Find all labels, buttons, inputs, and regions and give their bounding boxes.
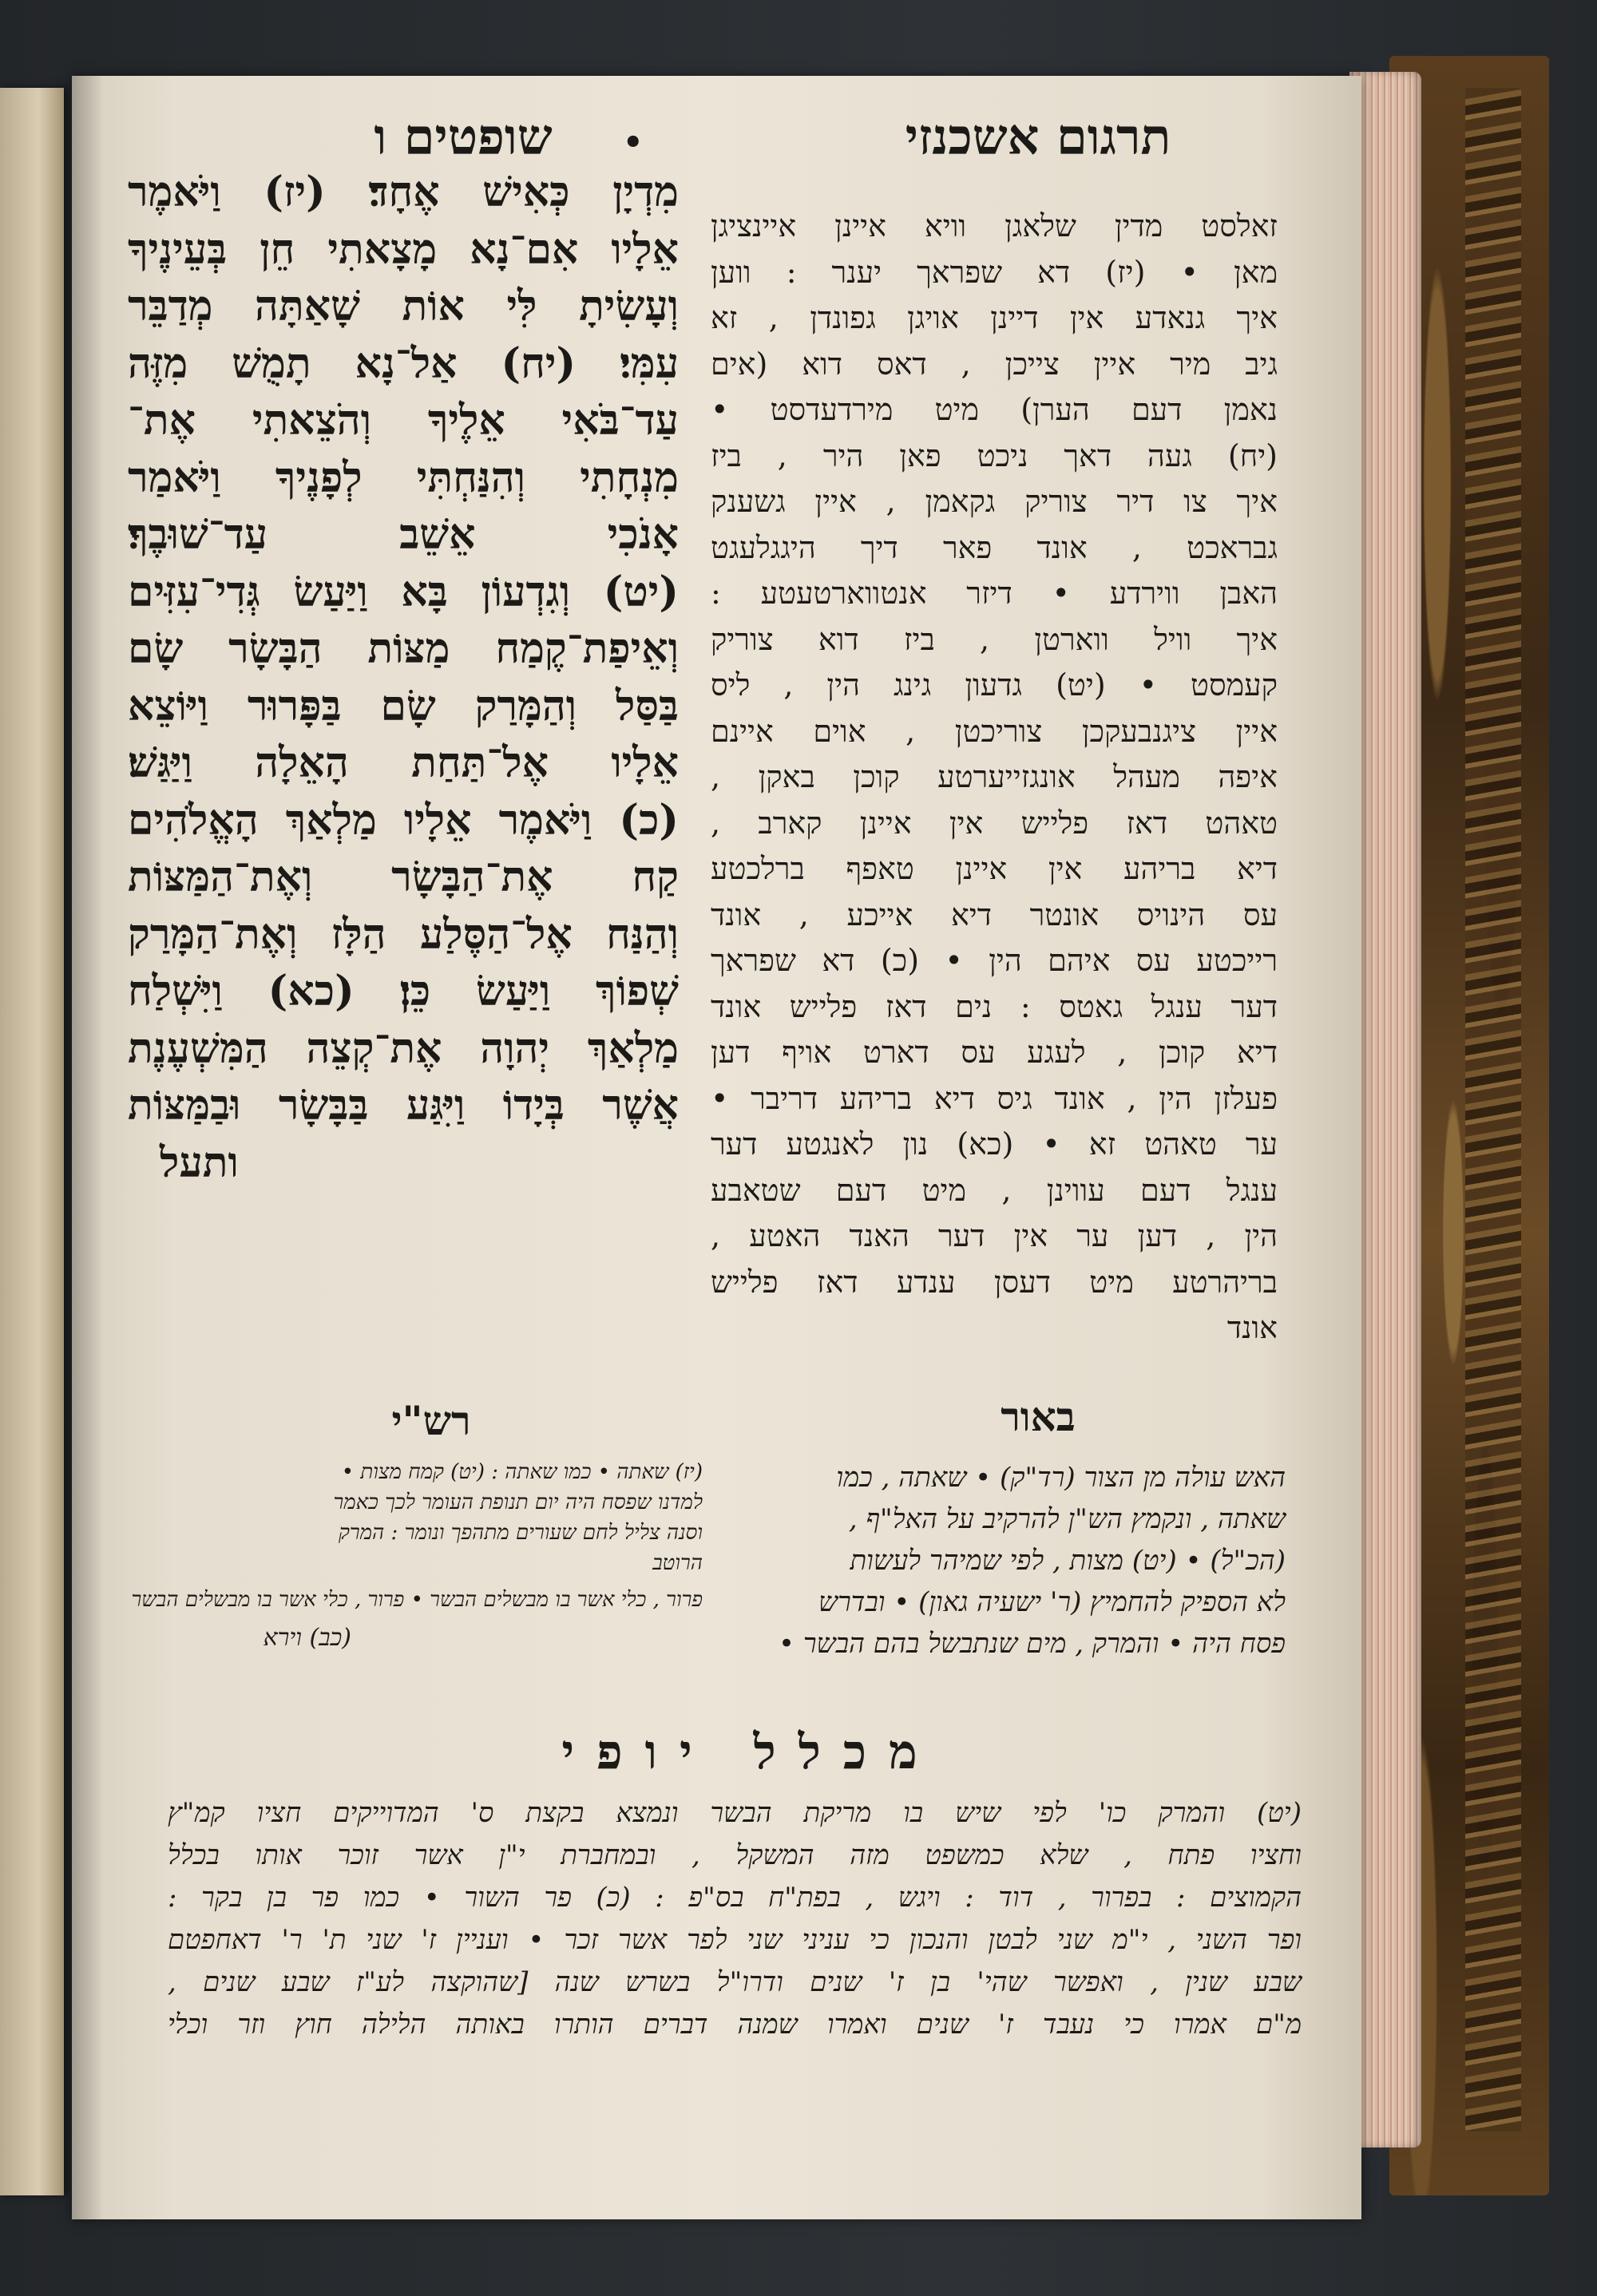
rashi-commentary <box>128 1457 703 1578</box>
targum-line: אונד <box>1226 1310 1278 1345</box>
targum-line: דיא בריהע אין איינן טאפף ברלכטע <box>711 851 1278 886</box>
targum-line: מאן • (יז) דא שפראך יענר : ווען <box>711 254 1278 290</box>
targum-line: איך וויל ווארטן , ביז דוא צוריק <box>711 621 1278 657</box>
targum-line: טאהט דאז פלייש אין איינן קארב , <box>711 805 1278 841</box>
tanakh-line: מִנְחָתִי וְהִנַּחְתִּי לְפָנֶיךָ וַיֹּאמַר <box>128 453 679 502</box>
targum-line: גיב מיר איין צייכן , דאס דוא (אים <box>711 346 1278 382</box>
targum-line: פעלזן הין , אונד גיס דיא בריהע דריבר • <box>711 1080 1278 1116</box>
tanakh-line: אֵלָיו אִם־נָא מָצָאתִי חֵן בְּעֵינֶיךָ <box>128 224 679 274</box>
tanakh-line: אֵלָיו אֶל־תַּחַת הָאֵלָה וַיַּגַּשׁ׃ <box>128 738 679 787</box>
mikhlal-yofi-commentary <box>168 1792 1302 2046</box>
biur-line: שאתה , ונקמץ הש"ן להרקיב על האל"ף , <box>848 1503 1286 1535</box>
targum-line: האבן ווירדע • דיזר אנטווארטעטע : <box>711 576 1278 611</box>
targum-column <box>711 204 1278 1352</box>
mikhlal-yofi-title: מכלל יופי <box>561 1724 940 1780</box>
biur-line: האש עולה מן הצור (רד"ק) • שאתה , כמו <box>836 1462 1286 1494</box>
tanakh-line: מַלְאַךְ יְהוָה אֶת־קְצֵה הַמִּשְׁעֶנֶת <box>128 1023 679 1073</box>
tanakh-line: עִמִּי׃ (יח) אַל־נָא תָמֻשׁ מִזֶּה <box>128 338 679 388</box>
tanakh-line: עַד־בֹּאִי אֵלֶיךָ וְהֹצֵאתִי אֶת־ <box>128 396 679 445</box>
rashi-note-line: (כב) וירא <box>263 1624 351 1652</box>
targum-line: איך צו דיר צוריק גקאמן , איין גשענק <box>711 484 1278 519</box>
targum-line: ער טאהט זא • (כא) נון לאנגטע דער <box>711 1126 1278 1162</box>
biur-title: באור <box>1001 1393 1076 1440</box>
book-page <box>72 76 1361 2219</box>
tanakh-line: בַּסַּל וְהַמָּרַק שָׂם בַּפָּרוּר וַיּוֹצֵא <box>128 681 679 730</box>
targum-line: דיא קוכן , לעגע עס דארט אויף דען <box>711 1035 1278 1070</box>
rashi-line: (יז) שאתה • כמו שאתה : (יט) קמח מצות • <box>341 1460 703 1484</box>
mikhlal-line: מ"ם אמרו כי נעבד ז' שנים ואמרו שמנה דברים הותרו באותה הלילה חוץ וזר וכלי <box>168 2009 1302 2041</box>
biur-commentary <box>719 1457 1286 1665</box>
tanakh-line: אֲשֶׁר בְּיָדוֹ וַיִּגַּע בַּבָּשָׂר וּבַמַּצּוֹת <box>128 1081 679 1130</box>
tanakh-line: וְאֵיפַת־קֶמַח מַצּוֹת הַבָּשָׂר שָׂם <box>128 624 679 673</box>
rashi-line: הרוטב <box>652 1551 703 1575</box>
mikhlal-line: ופר השני , י"מ שני לבטן והנכון כי עניני שני לפר אשר זכר • ועניין ז' שני ת' ר' דאחפטם <box>168 1924 1302 1956</box>
targum-line: ענגל דעם עווינן , מיט דעם שטאבע <box>711 1172 1278 1208</box>
tanakh-column <box>128 164 679 1191</box>
tanakh-line: אָנֹכִי אֵשֵׁב עַד־שׁוּבֶךָ׃ <box>128 510 679 559</box>
targum-line: זאלסט מדין שלאגן וויא איינן איינציגן <box>711 208 1278 243</box>
tanakh-line: שְׁפוֹךְ וַיַּעַשׂ כֵּן׃ (כא) וַיִּשְׁלַח <box>128 967 679 1015</box>
marbled-cover-spine <box>1465 88 1521 2132</box>
targum-line: איפה מעהל אונגזייערטע קוכן באקן , <box>711 759 1278 794</box>
biur-line: לא הספיק להחמיץ (ר' ישעיה גאון) • ובדרש <box>818 1586 1286 1618</box>
gutter-shadow <box>72 76 104 2219</box>
targum-line: גבראכט , אונד פאר דיך היגגלעגט <box>711 529 1278 565</box>
tanakh-catchword: ותעל <box>160 1138 239 1187</box>
targum-line: רייכטע עס איהם הין • (כ) דא שפראך <box>711 943 1278 978</box>
targum-line: בריהרטע מיט דעסן ענדע דאז פלייש <box>711 1264 1278 1300</box>
header-book-title: שופטים ו <box>374 108 553 166</box>
tanakh-line: וְהַנַּח אֶל־הַסֶּלַע הַלָּז וְאֶת־הַמָּרַק <box>128 909 679 959</box>
tanakh-line: וְעָשִׂיתָ לִּי אוֹת שָׁאַתָּה מְדַבֵּר <box>128 282 679 331</box>
targum-line: קעמסט • (יט) גדעון גינג הין , ליס <box>711 667 1278 703</box>
tanakh-line: (יט) וְגִדְעוֹן בָּא וַיַּעַשׂ גְּדִי־עִזִּים <box>128 567 679 616</box>
rashi-note <box>128 1581 703 1657</box>
header-separator: • <box>623 124 644 161</box>
targum-line: איין ציגנבעקכן צוריכטן , אוים איינם <box>711 713 1278 749</box>
targum-line: (יח) געה דאך ניכט פאן היר , ביז <box>711 437 1278 473</box>
rashi-line: למדנו שפסח היה יום תנופת העומר לכך כאמר <box>333 1490 703 1514</box>
left-page-edge <box>0 88 64 2195</box>
mikhlal-line: שבע שנין , ואפשר שהי' בן ז' שנים ודרו"ל בשרש שנה [שהוקצה לע"ז שבע שנים , <box>168 1966 1302 1998</box>
header-targum-title: תרגום אשכנזי <box>905 108 1171 166</box>
mikhlal-line: וחציו פתח , שלא כמשפט מזה המשקל , ובמחברת י"ן אשר זוכר אותו בכלל <box>168 1839 1302 1871</box>
targum-line: איך גנאדע אין דיינן אויגן גפונדן , זא <box>711 300 1278 335</box>
biur-line: פסח היה • והמרק , מים שנתבשל בהם הבשר • <box>778 1628 1286 1660</box>
targum-line: דער ענגל גאטס : נים דאז פלייש אונד <box>711 988 1278 1024</box>
rashi-note-line: פרור , כלי אשר בו מבשלים הבשר • פרור , כלי אשר בו מבשלים הבשר <box>131 1588 703 1612</box>
biur-line: (הכ"ל) • (יט) מצות , לפי שמיהר לעשות <box>850 1545 1286 1577</box>
mikhlal-line: הקמוצים : בפרור , דוד : ויגש , בפת"ח בס"פ : (כ) פר השור • כמו פר בן בקר : <box>168 1882 1302 1914</box>
tanakh-line: מִדְיָן כְּאִישׁ אֶחָד׃ (יז) וַיֹּאמֶר <box>128 168 679 216</box>
tanakh-line: (כ) וַיֹּאמֶר אֵלָיו מַלְאַךְ הָאֱלֹהִים <box>128 795 679 845</box>
rashi-title: רש"י <box>391 1397 471 1444</box>
targum-line: עס הינויס אונטר דיא אייכע , אונד <box>711 897 1278 932</box>
rashi-line: וסנה צליל לחם שעורים מתהפך ונומר : המרק <box>338 1521 703 1545</box>
mikhlal-line: (יט) והמרק כו' לפי שיש בו מריקת הבשר ונמצא בקצת ס' המדוייקים חציו קמ"ץ <box>168 1797 1302 1829</box>
targum-line: הין , דען ער אין דער האנד האטע , <box>711 1218 1278 1253</box>
tanakh-line: קַח אֶת־הַבָּשָׂר וְאֶת־הַמַּצּוֹת <box>128 853 679 901</box>
targum-line: נאמן דעם הערן) מיט מירדעדסט • <box>711 392 1278 427</box>
